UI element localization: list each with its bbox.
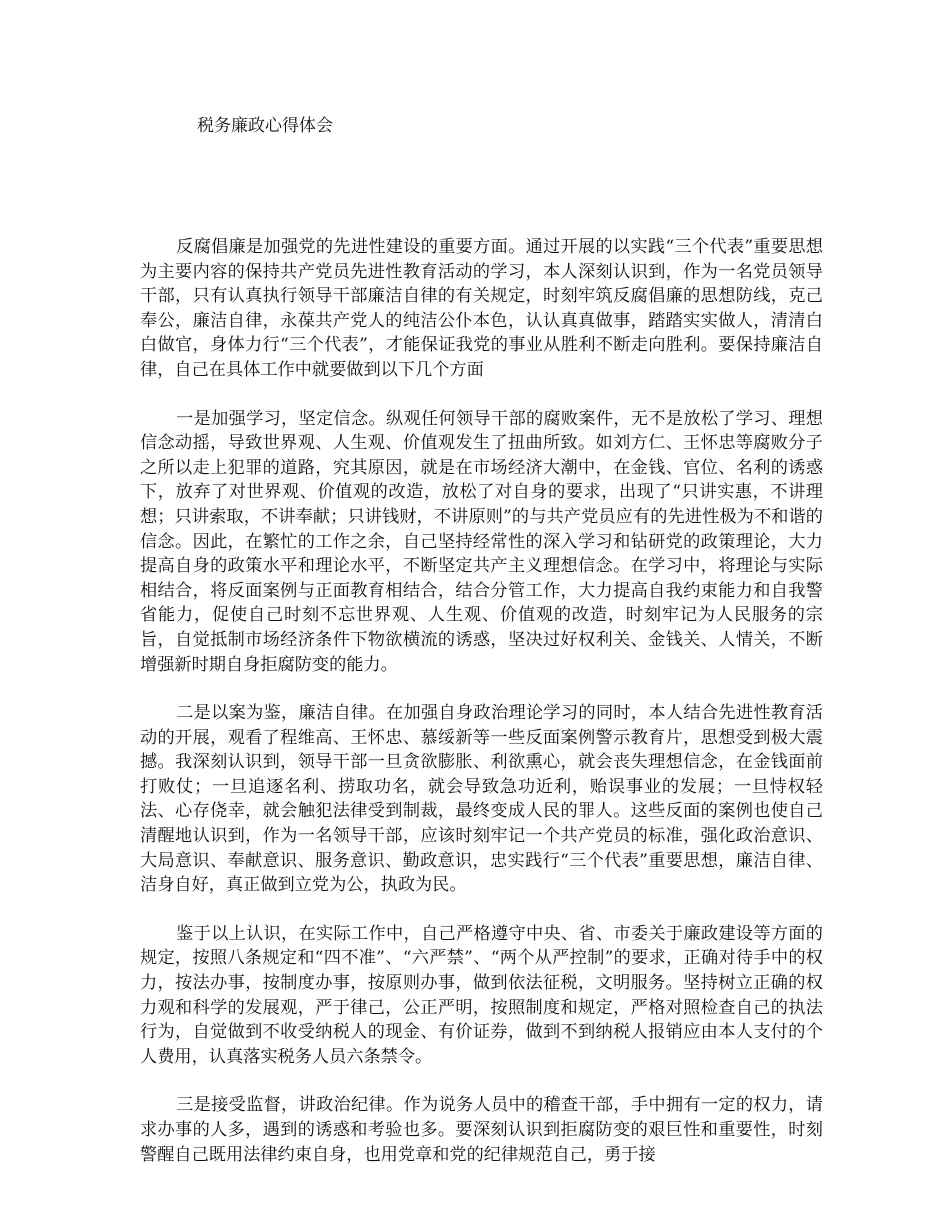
paragraph-intro: 反腐倡廉是加强党的先进性建设的重要方面。通过开展的以实践“三个代表”重要思想为主要内容的保持共产党员先进性教育活动的学习，本人深刻认识到，作为一名党员领导干部，只有认真执行领导干部廉洁自律的有关规定，时刻牢筑反腐倡廉的思想防线，克己奉公，廉洁自律，永葆共产党人的纯洁公仆本色，认认真真做事，踏踏实实做人，清清白白做官，身体力行“三个代表”，才能保证我党的事业从胜利不断走向胜利。要保持廉洁自律，自己在具体工作中就要做到以下几个方面 (140, 237, 823, 380)
paragraph-supervision: 三是接受监督，讲政治纪律。作为说务人员中的稽查干部，手中拥有一定的权力，请求办事的人多，遇到的诱惑和考验也多。要深刻认识到拒腐防变的艰巨性和重要性，时刻警醒自己既用法律约束自身，也用党章和党的纪律规范自己，勇于接 (140, 1095, 823, 1165)
document-body (140, 235, 823, 1191)
paragraph-practice: 鉴于以上认识，在实际工作中，自己严格遵守中央、省、市委关于廉政建设等方面的规定，按照八条规定和“四不准”、“六严禁”、“两个从严控制”的要求，正确对待手中的权力，按法办事，按制度办事，按原则办事，做到依法征税，文明服务。坚持树立正确的权力观和科学的发展观，严于律己，公正严明，按照制度和规定，严格对照检查自己的执法行为，自觉做到不收受纳税人的现金、有价证券，做到不到纳税人报销应由本人支付的个人费用，认真落实税务人员六条禁令。 (140, 923, 823, 1067)
document-title: 税务廉政心得体会 (197, 116, 333, 136)
paragraph-case-lessons: 二是以案为鉴，廉洁自律。在加强自身政治理论学习的同时，本人结合先进性教育活动的开展，观看了程维高、王怀忠、慕绥新等一些反面案例警示教育片，思想受到极大震撼。我深刻认识到，领导干部一旦贪欲膨胀、利欲熏心，就会丧失理想信念，在金钱面前打败仗；一旦追逐名利、捞取功名，就会导致急功近利，贻误事业的发展；一旦恃权轻法、心存侥幸，就会触犯法律受到制裁，最终变成人民的罪人。这些反面的案例也使自己清醒地认识到，作为一名领导干部，应该时刻牢记一个共产党员的标准，强化政治意识、大局意识、奉献意识、服务意识、勤政意识，忠实践行“三个代表”重要思想，廉洁自律、洁身自好，真正做到立党为公，执政为民。 (140, 703, 823, 896)
paragraph-study: 一是加强学习，坚定信念。纵观任何领导干部的腐败案件，无不是放松了学习、理想信念动摇，导致世界观、人生观、价值观发生了扭曲所致。如刘方仁、王怀忠等腐败分子之所以走上犯罪的道路，究其原因，就是在市场经济大潮中，在金钱、官位、名利的诱惑下，放弃了对世界观、价值观的改造，放松了对自身的要求，出现了“只讲实惠，不讲理想；只讲索取，不讲奉献；只讲钱财，不讲原则”的与共产党员应有的先进性极为不和谐的信念。因此，在繁忙的工作之余，自己坚持经常性的深入学习和钻研党的政策理论，大力提高自身的政策水平和理论水平，不断坚定共产主义理想信念。在学习中，将理论与实际相结合，将反面案例与正面教育相结合，结合分管工作，大力提高自我约束能力和自我警省能力，促使自己时刻不忘世界观、人生观、价值观的改造，时刻牢记为人民服务的宗旨，自觉抵制市场经济条件下物欲横流的诱惑，坚决过好权利关、金钱关、人情关，不断增强新时期自身拒腐防变的能力。 (140, 408, 823, 675)
